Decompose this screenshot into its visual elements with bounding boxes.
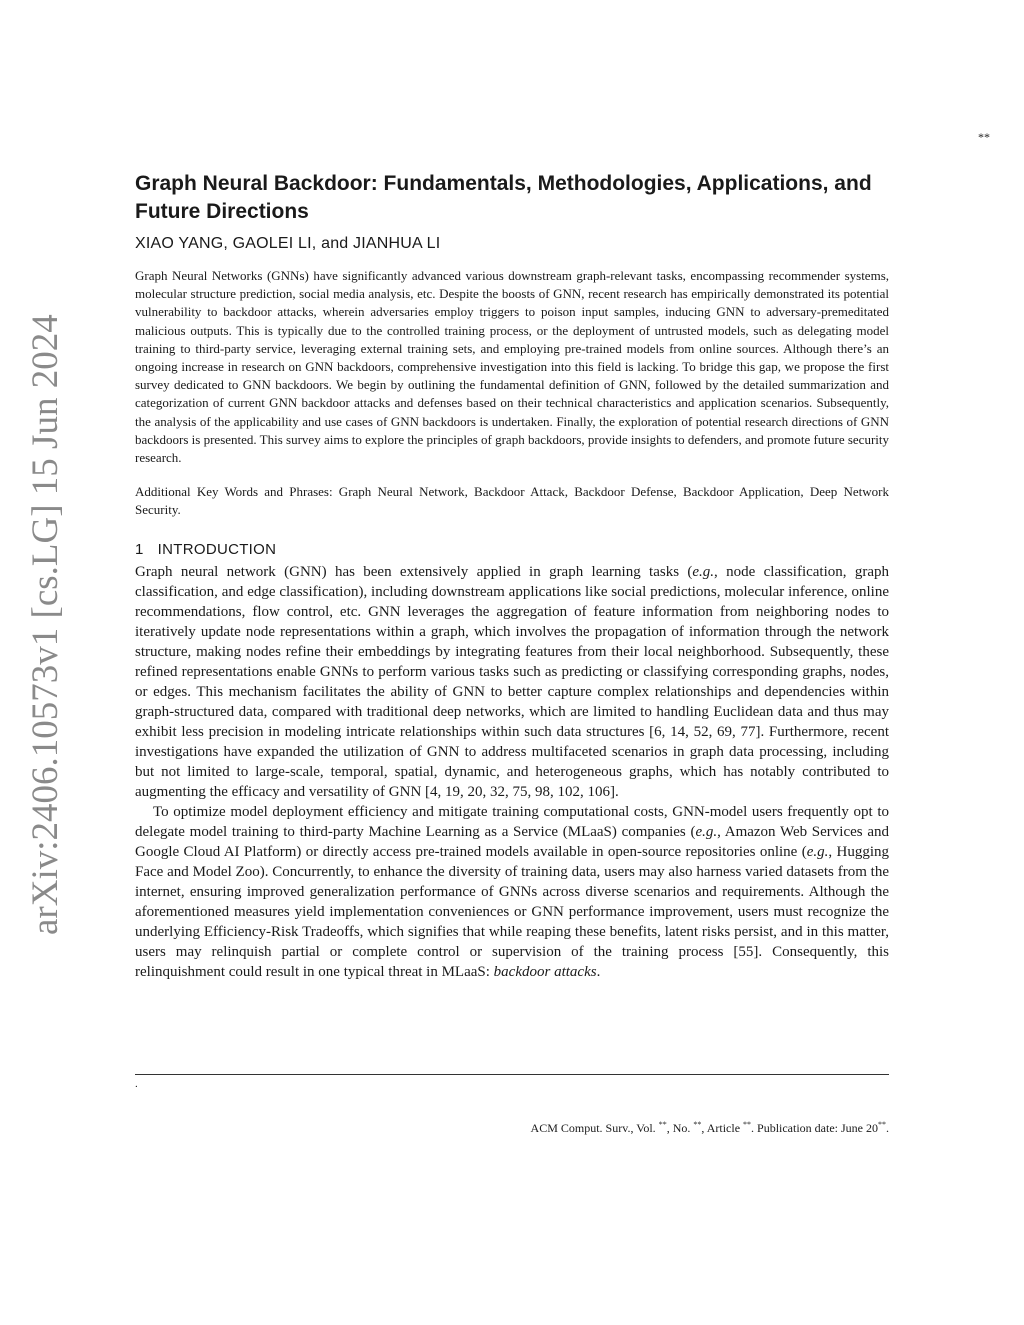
abstract: Graph Neural Networks (GNNs) have significantly advanced various downstream graph-relevant tasks, encompassing recommender systems, molecular structure prediction, social media analysis, etc. Despite the boosts of GNN, recent research has empirically demonstrated its potential vulnerability to backdoor attacks, wherein adversaries employ triggers to poison input samples, inducing GNN to adversary-premeditated malicious outputs. This is typically due to the controlled training process, or the deployment of untrusted models, such as delegating model training to third-party service, leveraging external training sets, and employing pre-trained models from online sources. Although there’s an ongoing increase in research on GNN backdoors, comprehensive investigation into this field is lacking. To bridge this gap, we propose the first survey dedicated to GNN backdoors. We begin by outlining the fundamental definition of GNN, followed by the detailed summarization and categorization of current GNN backdoor attacks and defenses based on their technical characteristics and application scenarios. Subsequently, the analysis of the applicability and use cases of GNN backdoors is undertaken. Finally, the exploration of potential research directions of GNN backdoors is presented. This survey aims to explore the principles of graph backdoors, provide insights to defenders, and promote future security research. <box>135 268 889 466</box>
intro-paragraph-2: To optimize model deployment efficiency and mitigate training computational costs, GNN-model users frequently opt to delegate model training to third-party Machine Learning as a Service (MLaaS) companies (e.g., Amazon Web Services and Google Cloud AI Platform) or directly access pre-trained models available in open-source repositories online (e.g., Hugging Face and Model Zoo). Concurrently, to enhance the diversity of training data, users may also harness varied datasets from the internet, ensuring improved generalization performance of GNNs across diverse scenarios and requirements. Although the aforementioned measures yield implementation conveniences or GNN performance improvement, users must recognize the underlying Efficiency-Risk Tradeoffs, which signifies that while reaping these benefits, latent risks persist, and in this matter, users may relinquish partial or complete control or supervision of the training process [55]. Consequently, this relinquishment could result in one typical threat in MLaaS: backdoor attacks. <box>135 804 889 981</box>
author-list: XIAO YANG, GAOLEI LI, and JIANHUA LI <box>135 235 441 252</box>
paper-title: Graph Neural Backdoor: Fundamentals, Methodologies, Applications, and Future Directions <box>135 172 872 223</box>
journal-footer: ACM Comput. Surv., Vol. **, No. **, Article **. Publication date: June 20**. <box>530 1120 889 1135</box>
paper-content <box>135 170 889 982</box>
section-title: INTRODUCTION <box>157 541 277 559</box>
section-heading <box>135 541 889 558</box>
page-marker: ** <box>978 130 990 144</box>
keywords: Additional Key Words and Phrases: Graph Neural Network, Backdoor Attack, Backdoor Defense, Backdoor Application, Deep Network Security. <box>135 484 889 518</box>
section-number: 1 <box>135 541 144 559</box>
footnote-mark: . <box>135 1078 138 1090</box>
arxiv-identifier: arXiv:2406.10573v1 [cs.LG] 15 Jun 2024 <box>25 314 66 935</box>
footnote-divider <box>135 1074 889 1075</box>
intro-paragraph-1: Graph neural network (GNN) has been extensively applied in graph learning tasks (e.g., node classification, graph classification, and edge classification), including downstream applications like social predictions, molecular inference, online recommendations, flow control, etc. GNN leverages the aggregation of feature information from neighboring nodes to iteratively update node representations within a graph, which involves the propagation of information through the network structure, making nodes refine their embeddings by integrating features from their local neighborhood. Subsequently, these refined representations enable GNNs to perform various tasks such as predicting or classifying corresponding graphs, nodes, or edges. This mechanism facilitates the ability of GNN to better capture complex relationships and dependencies within graph-structured data, compared with traditional deep networks, which are limited to handling Euclidean data and thus may exhibit less precision in modeling intricate relationships within such data structures [6, 14, 52, 69, 77]. Furthermore, recent investigations have expanded the utilization of GNN to address multifaceted scenarios in graph data processing, including but not limited to large-scale, temporal, spatial, dynamic, and heterogeneous graphs, which has notably contributed to augmenting the efficacy and versatility of GNN [4, 19, 20, 32, 75, 98, 102, 106]. <box>135 564 890 801</box>
emphasis-backdoor-attacks: backdoor attacks <box>493 964 597 981</box>
